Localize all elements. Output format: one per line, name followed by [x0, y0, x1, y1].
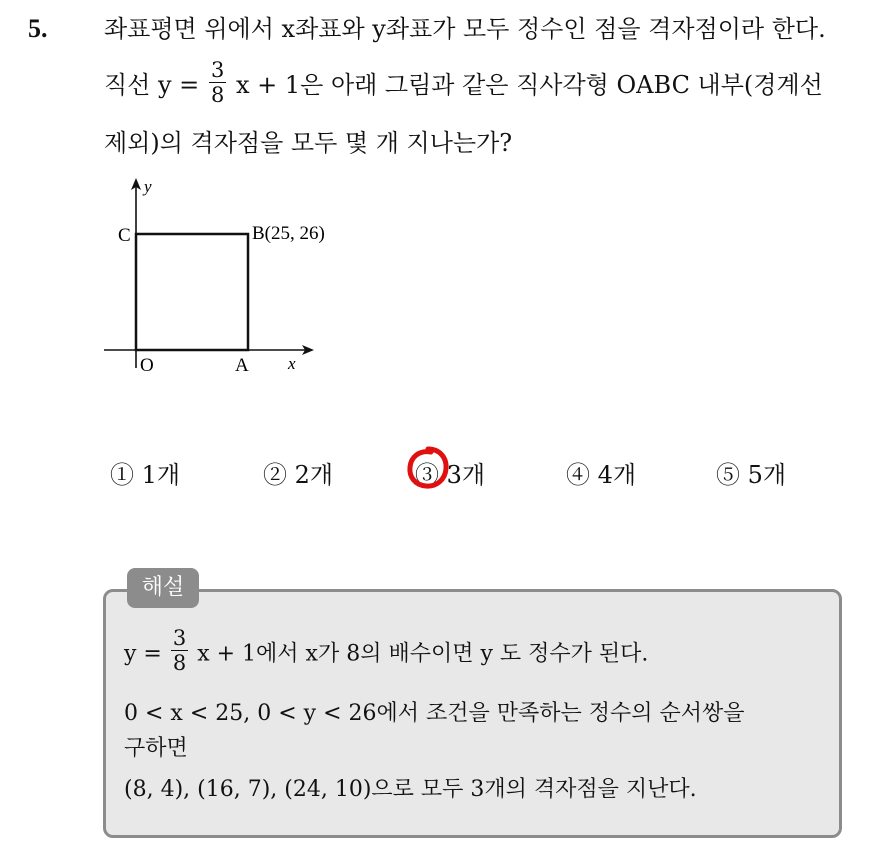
solution-line-1: [124, 626, 649, 679]
y-axis-label: y: [144, 177, 152, 196]
choice-3[interactable]: ③ 3개: [415, 461, 486, 489]
question-line-1: 좌표평면 위에서 x좌표와 y좌표가 모두 정수인 점을 격자점이라 한다.: [104, 15, 826, 43]
question-line-2: [104, 58, 823, 111]
solution-tag: 해설: [127, 568, 199, 608]
x-axis-label: x: [288, 354, 296, 373]
fraction-3-8: [209, 58, 226, 107]
choice-2[interactable]: ② 2개: [263, 461, 334, 489]
question-line-2-prefix: 직선 y =: [104, 71, 200, 99]
solution-fraction-denominator: 8: [172, 651, 187, 675]
rectangle-oabc: [136, 234, 248, 350]
question-number: 5.: [28, 14, 48, 43]
answer-circle-mark: [404, 444, 452, 492]
solution-line-3: 구하면: [124, 736, 188, 761]
solution-line-1-suffix: x + 1에서 x가 8의 배수이면 y 도 정수가 된다.: [197, 641, 649, 667]
question-line-3: 제외)의 격자점을 모두 몇 개 지나는가?: [104, 129, 513, 157]
point-c-label: C: [118, 225, 131, 246]
solution-line-4: (8, 4), (16, 7), (24, 10)으로 모두 3개의 격자점을 지난다.: [124, 777, 697, 802]
choice-4[interactable]: ④ 4개: [566, 461, 637, 489]
solution-fraction-numerator: 3: [172, 626, 187, 650]
fraction-denominator: 8: [210, 83, 225, 107]
choice-1[interactable]: ① 1개: [110, 461, 181, 489]
question-line-2-suffix: x + 1은 아래 그림과 같은 직사각형 OABC 내부(경계선: [235, 71, 823, 99]
fraction-numerator: 3: [210, 58, 225, 82]
point-o-label: O: [140, 355, 154, 376]
point-a-label: A: [235, 355, 249, 376]
solution-fraction-3-8: [171, 626, 188, 675]
solution-line-2: 0 < x < 25, 0 < y < 26에서 조건을 만족하는 정수의 순서쌍을: [124, 701, 745, 726]
point-b-label: B(25, 26): [252, 223, 325, 244]
rectangle-graph: [96, 176, 326, 381]
choice-5[interactable]: ⑤ 5개: [716, 461, 787, 489]
solution-line-1-prefix: y =: [124, 641, 162, 667]
